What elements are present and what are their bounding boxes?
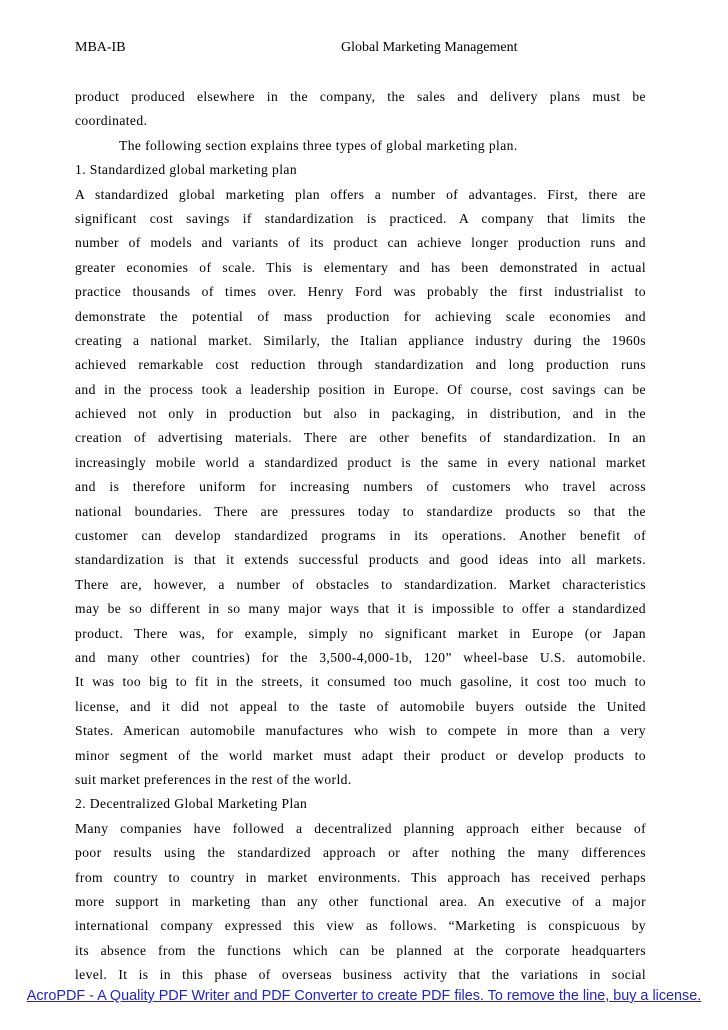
text-line: national boundaries. There are pressures today to standardize products so that the bbox=[75, 503, 646, 519]
text-line: increasingly mobile world a standardized product is the same in every national market bbox=[75, 454, 646, 470]
text-line: States. American automobile manufactures who wish to compete in more than a very bbox=[75, 723, 646, 739]
text-line: and in the process took a leadership position in Europe. Of course, cost savings can be bbox=[75, 381, 646, 397]
text-line: significant cost savings if standardization is practiced. A company that limits the bbox=[75, 210, 646, 226]
section-heading-standardized: 1. Standardized global marketing plan bbox=[75, 162, 298, 178]
text-line: from country to country in market environments. This approach has received perhaps bbox=[75, 869, 646, 885]
section-heading-decentralized: 2. Decentralized Global Marketing Plan bbox=[75, 796, 308, 812]
text-line: may be so different in so many major ways that it is impossible to offer a standardized bbox=[75, 601, 646, 617]
text-line: poor results using the standardized approach or after nothing the many differences bbox=[75, 845, 646, 861]
text-line: demonstrate the potential of mass production for achieving scale economies and bbox=[75, 308, 646, 324]
text-line: standardization is that it extends successful products and good ideas into all markets. bbox=[75, 552, 646, 568]
license-watermark-link[interactable]: AcroPDF - A Quality PDF Writer and PDF Converter to create PDF files. To remove the line, buy a license. bbox=[26, 988, 702, 1004]
header-course-label: MBA-IB bbox=[75, 40, 126, 55]
text-line: number of models and variants of its product can achieve longer production runs and bbox=[75, 235, 646, 251]
text-line: license, and it did not appeal to the taste of automobile buyers outside the United bbox=[75, 698, 646, 714]
text-line: suit market preferences in the rest of the world. bbox=[75, 771, 352, 787]
text-line: minor segment of the world market must adapt their product or develop products to bbox=[75, 747, 646, 763]
text-line: creation of advertising materials. There are other benefits of standardization. In an bbox=[75, 430, 646, 446]
text-line: coordinated. bbox=[75, 113, 148, 129]
text-line: practice thousands of times over. Henry Ford was probably the first industrialist to bbox=[75, 284, 646, 300]
text-line: its absence from the functions which can be planned at the corporate headquarters bbox=[75, 942, 646, 958]
text-line: product. There was, for example, simply no significant market in Europe (or Japan bbox=[75, 625, 646, 641]
text-line: A standardized global marketing plan offers a number of advantages. First, there are bbox=[75, 186, 646, 202]
text-line: It was too big to fit in the streets, it consumed too much gasoline, it cost too much to bbox=[75, 674, 646, 690]
text-line: customer can develop standardized programs in its operations. Another benefit of bbox=[75, 528, 646, 544]
text-line: more support in marketing than any other functional area. An executive of a major bbox=[75, 893, 646, 909]
header-document-title: Global Marketing Management bbox=[341, 40, 518, 55]
text-line: creating a national market. Similarly, the Italian appliance industry during the 1960s bbox=[75, 332, 646, 348]
body-text bbox=[75, 85, 646, 987]
text-line: and is therefore uniform for increasing numbers of customers who travel across bbox=[75, 479, 646, 495]
text-line: product produced elsewhere in the company, the sales and delivery plans must be bbox=[75, 89, 646, 104]
text-line: achieved remarkable cost reduction through standardization and long production runs bbox=[75, 357, 646, 373]
page-header bbox=[75, 40, 645, 60]
text-line: greater economies of scale. This is elementary and has been demonstrated in actual bbox=[75, 259, 646, 275]
text-line: There are, however, a number of obstacles to standardization. Market characteristics bbox=[75, 576, 646, 592]
text-line: The following section explains three types of global marketing plan. bbox=[119, 137, 518, 153]
text-line: level. It is in this phase of overseas business activity that the variations in social bbox=[75, 967, 646, 983]
text-line: and many other countries) for the 3,500-4,000-1b, 120” wheel-base U.S. automobile. bbox=[75, 649, 646, 665]
text-line: Many companies have followed a decentralized planning approach either because of bbox=[75, 820, 646, 836]
text-line: achieved not only in production but also in packaging, in distribution, and in the bbox=[75, 406, 646, 422]
text-line: international company expressed this view as follows. “Marketing is conspicuous by bbox=[75, 918, 646, 934]
